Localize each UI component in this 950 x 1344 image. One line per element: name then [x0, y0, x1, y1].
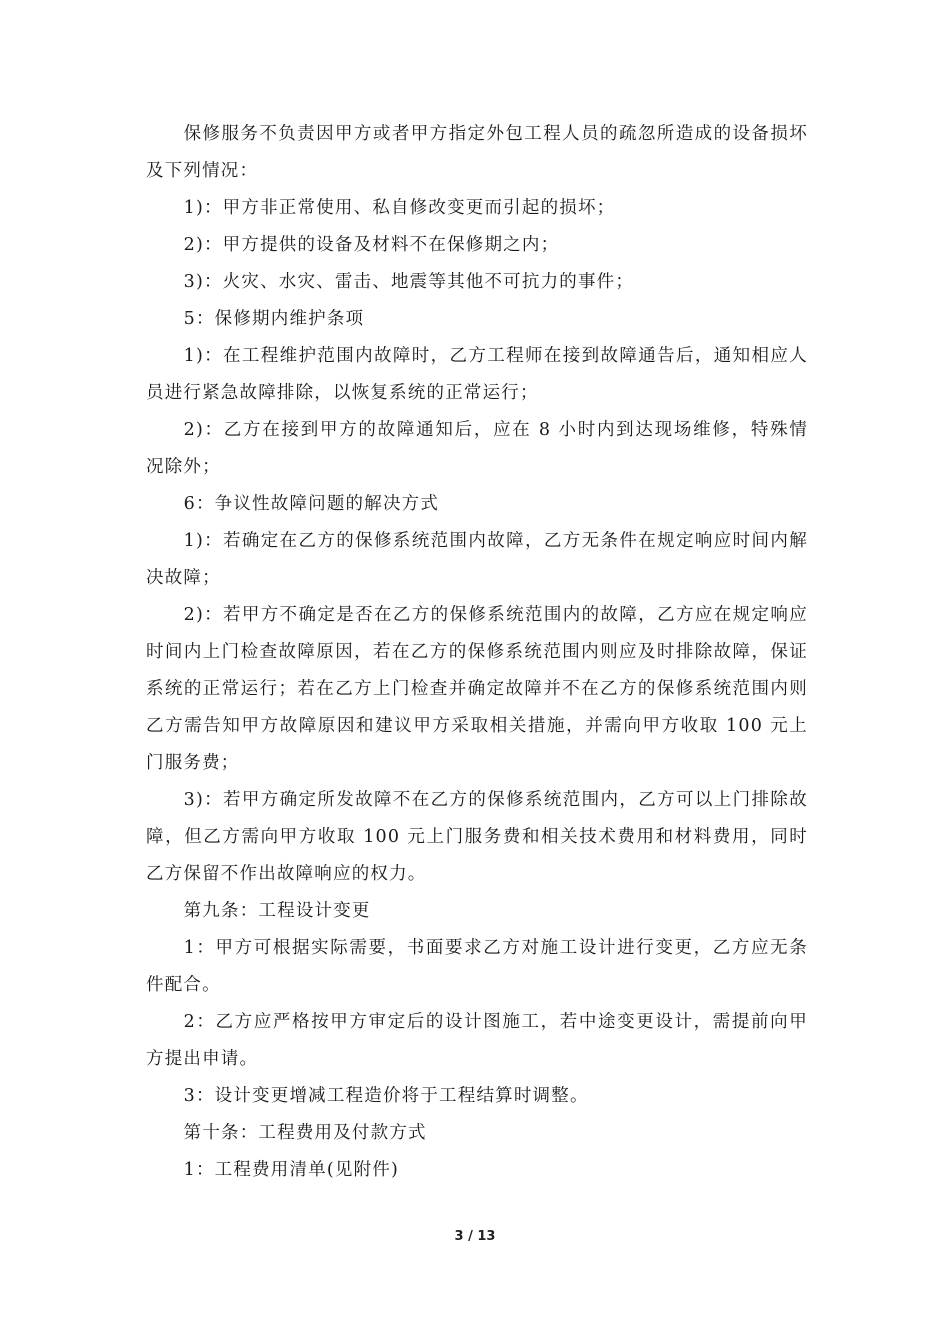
- paragraph-maintenance-2: 2)：乙方在接到甲方的故障通知后，应在 8 小时内到达现场维修，特殊情况除外；: [146, 420, 808, 477]
- paragraph-dispute-1: 1)：若确定在乙方的保修系统范围内故障，乙方无条件在规定响应时间内解决故障；: [146, 531, 808, 588]
- page-number: 3 / 13: [454, 1229, 496, 1244]
- paragraph-dispute-3: 3)：若甲方确定所发故障不在乙方的保修系统范围内，乙方可以上门排除故障，但乙方需向甲方收取 100 元上门服务费和相关技术费用和材料费用，同时乙方保留不作出故障响应的权力。: [146, 790, 808, 884]
- paragraph-exclusion-1: 1)：甲方非正常使用、私自修改变更而引起的损坏；: [183, 198, 616, 218]
- paragraph-exclusion-2: 2)：甲方提供的设备及材料不在保修期之内；: [183, 235, 560, 255]
- paragraph-design-change-1: 1：甲方可根据实际需要，书面要求乙方对施工设计进行变更，乙方应无条件配合。: [146, 938, 808, 995]
- article-heading-10: 第十条：工程费用及付款方式: [183, 1123, 427, 1143]
- paragraph-fees-1: 1：工程费用清单(见附件): [183, 1160, 400, 1180]
- paragraph-maintenance-1: 1)：在工程维护范围内故障时，乙方工程师在接到故障通告后，通知相应人员进行紧急故障排除，以恢复系统的正常运行；: [146, 346, 808, 403]
- paragraph-design-change-2: 2：乙方应严格按甲方审定后的设计图施工，若中途变更设计，需提前向甲方提出申请。: [146, 1012, 808, 1069]
- section-heading-disputes: 6：争议性故障问题的解决方式: [183, 494, 440, 514]
- paragraph-exclusion-3: 3)：火灾、水灾、雷击、地震等其他不可抗力的事件；: [183, 272, 635, 292]
- document-body: [146, 116, 808, 1189]
- article-heading-9: 第九条：工程设计变更: [183, 901, 371, 921]
- section-heading-maintenance: 5：保修期内维护条项: [183, 309, 365, 329]
- paragraph-exclusions-intro: 保修服务不负责因甲方或者甲方指定外包工程人员的疏忽所造成的设备损坏及下列情况：: [146, 124, 808, 181]
- paragraph-dispute-2: 2)：若甲方不确定是否在乙方的保修系统范围内的故障，乙方应在规定响应时间内上门检查故障原因，若在乙方的保修系统范围内则应及时排除故障，保证系统的正常运行；若在乙方上门检查并确定故障并不在乙方的保修系统范围内则乙方需告知甲方故障原因和建议甲方采取相关措施，并需向甲方收取 100 元上门服务费；: [146, 605, 808, 773]
- paragraph-design-change-3: 3：设计变更增减工程造价将于工程结算时调整。: [183, 1086, 589, 1106]
